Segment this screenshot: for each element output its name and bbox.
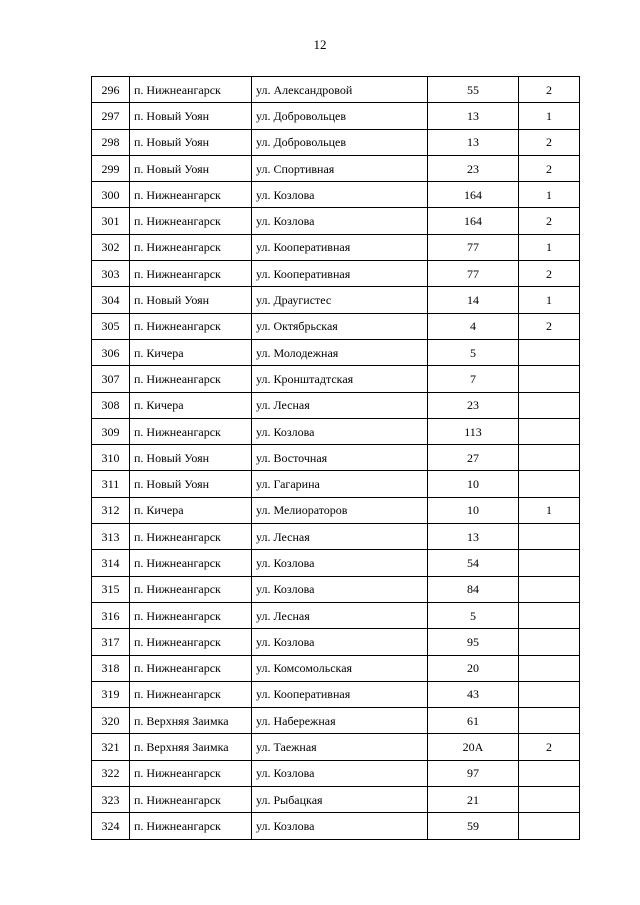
apartment-cell: 2 [519, 261, 580, 287]
row-number-cell: 315 [92, 576, 130, 602]
apartment-cell [519, 787, 580, 813]
table-row [92, 681, 580, 707]
table-row [92, 313, 580, 339]
house-number-cell: 13 [428, 129, 519, 155]
table-row [92, 208, 580, 234]
row-number-cell: 323 [92, 787, 130, 813]
settlement-cell: п. Новый Уоян [130, 287, 252, 313]
settlement-cell: п. Нижнеангарск [130, 576, 252, 602]
row-number-cell: 307 [92, 366, 130, 392]
settlement-cell: п. Новый Уоян [130, 155, 252, 181]
table-row [92, 261, 580, 287]
house-number-cell: 43 [428, 681, 519, 707]
table-row [92, 418, 580, 444]
row-number-cell: 301 [92, 208, 130, 234]
street-cell: ул. Кронштадтская [252, 366, 428, 392]
street-cell: ул. Козлова [252, 629, 428, 655]
house-number-cell: 59 [428, 813, 519, 839]
apartment-cell [519, 445, 580, 471]
apartment-cell: 2 [519, 155, 580, 181]
settlement-cell: п. Нижнеангарск [130, 787, 252, 813]
house-number-cell: 23 [428, 155, 519, 181]
settlement-cell: п. Нижнеангарск [130, 418, 252, 444]
table-row [92, 471, 580, 497]
apartment-cell [519, 760, 580, 786]
house-number-cell: 13 [428, 103, 519, 129]
row-number-cell: 316 [92, 602, 130, 628]
apartment-cell [519, 708, 580, 734]
row-number-cell: 321 [92, 734, 130, 760]
settlement-cell: п. Кичера [130, 392, 252, 418]
apartment-cell [519, 471, 580, 497]
apartment-cell: 2 [519, 734, 580, 760]
table-row [92, 708, 580, 734]
row-number-cell: 324 [92, 813, 130, 839]
apartment-cell [519, 524, 580, 550]
apartment-cell [519, 339, 580, 365]
apartment-cell [519, 550, 580, 576]
apartment-cell [519, 813, 580, 839]
house-number-cell: 23 [428, 392, 519, 418]
street-cell: ул. Кооперативная [252, 681, 428, 707]
settlement-cell: п. Нижнеангарск [130, 261, 252, 287]
settlement-cell: п. Нижнеангарск [130, 602, 252, 628]
table-row [92, 655, 580, 681]
row-number-cell: 309 [92, 418, 130, 444]
settlement-cell: п. Нижнеангарск [130, 550, 252, 576]
row-number-cell: 311 [92, 471, 130, 497]
settlement-cell: п. Нижнеангарск [130, 760, 252, 786]
table-row [92, 576, 580, 602]
house-number-cell: 54 [428, 550, 519, 576]
street-cell: ул. Добровольцев [252, 103, 428, 129]
table-row [92, 550, 580, 576]
table-row [92, 234, 580, 260]
house-number-cell: 113 [428, 418, 519, 444]
table-row [92, 155, 580, 181]
street-cell: ул. Спортивная [252, 155, 428, 181]
settlement-cell: п. Нижнеангарск [130, 366, 252, 392]
street-cell: ул. Козлова [252, 418, 428, 444]
street-cell: ул. Лесная [252, 524, 428, 550]
row-number-cell: 304 [92, 287, 130, 313]
row-number-cell: 314 [92, 550, 130, 576]
street-cell: ул. Комсомольская [252, 655, 428, 681]
address-table [91, 76, 580, 840]
table-row [92, 77, 580, 103]
table-row [92, 602, 580, 628]
settlement-cell: п. Нижнеангарск [130, 813, 252, 839]
settlement-cell: п. Нижнеангарск [130, 629, 252, 655]
row-number-cell: 308 [92, 392, 130, 418]
table-row [92, 366, 580, 392]
street-cell: ул. Мелиораторов [252, 497, 428, 523]
apartment-cell [519, 366, 580, 392]
settlement-cell: п. Новый Уоян [130, 471, 252, 497]
row-number-cell: 305 [92, 313, 130, 339]
row-number-cell: 318 [92, 655, 130, 681]
apartment-cell: 1 [519, 497, 580, 523]
page-number: 12 [313, 37, 327, 52]
settlement-cell: п. Новый Уоян [130, 103, 252, 129]
apartment-cell [519, 655, 580, 681]
street-cell: ул. Лесная [252, 602, 428, 628]
table-row [92, 182, 580, 208]
row-number-cell: 302 [92, 234, 130, 260]
street-cell: ул. Кооперативная [252, 261, 428, 287]
street-cell: ул. Козлова [252, 813, 428, 839]
settlement-cell: п. Кичера [130, 339, 252, 365]
row-number-cell: 299 [92, 155, 130, 181]
apartment-cell [519, 576, 580, 602]
row-number-cell: 319 [92, 681, 130, 707]
house-number-cell: 84 [428, 576, 519, 602]
street-cell: ул. Александровой [252, 77, 428, 103]
row-number-cell: 306 [92, 339, 130, 365]
table-row [92, 497, 580, 523]
street-cell: ул. Октябрьская [252, 313, 428, 339]
table-row [92, 734, 580, 760]
table-row [92, 339, 580, 365]
settlement-cell: п. Верхняя Заимка [130, 734, 252, 760]
settlement-cell: п. Нижнеангарск [130, 234, 252, 260]
house-number-cell: 13 [428, 524, 519, 550]
house-number-cell: 55 [428, 77, 519, 103]
house-number-cell: 14 [428, 287, 519, 313]
house-number-cell: 10 [428, 471, 519, 497]
street-cell: ул. Козлова [252, 576, 428, 602]
settlement-cell: п. Нижнеангарск [130, 313, 252, 339]
house-number-cell: 77 [428, 261, 519, 287]
address-table-body [92, 77, 580, 840]
house-number-cell: 164 [428, 182, 519, 208]
house-number-cell: 20 [428, 655, 519, 681]
row-number-cell: 310 [92, 445, 130, 471]
table-row [92, 760, 580, 786]
house-number-cell: 27 [428, 445, 519, 471]
apartment-cell [519, 418, 580, 444]
settlement-cell: п. Кичера [130, 497, 252, 523]
street-cell: ул. Козлова [252, 550, 428, 576]
table-row [92, 787, 580, 813]
street-cell: ул. Восточная [252, 445, 428, 471]
row-number-cell: 297 [92, 103, 130, 129]
apartment-cell: 2 [519, 77, 580, 103]
apartment-cell: 2 [519, 129, 580, 155]
table-row [92, 287, 580, 313]
table-row [92, 813, 580, 839]
row-number-cell: 317 [92, 629, 130, 655]
apartment-cell: 2 [519, 208, 580, 234]
house-number-cell: 21 [428, 787, 519, 813]
street-cell: ул. Молодежная [252, 339, 428, 365]
apartment-cell: 1 [519, 234, 580, 260]
settlement-cell: п. Новый Уоян [130, 445, 252, 471]
apartment-cell [519, 392, 580, 418]
settlement-cell: п. Нижнеангарск [130, 681, 252, 707]
house-number-cell: 77 [428, 234, 519, 260]
row-number-cell: 296 [92, 77, 130, 103]
apartment-cell: 2 [519, 313, 580, 339]
apartment-cell: 1 [519, 182, 580, 208]
settlement-cell: п. Нижнеангарск [130, 524, 252, 550]
apartment-cell [519, 602, 580, 628]
settlement-cell: п. Нижнеангарск [130, 182, 252, 208]
table-row [92, 129, 580, 155]
house-number-cell: 4 [428, 313, 519, 339]
street-cell: ул. Гагарина [252, 471, 428, 497]
street-cell: ул. Лесная [252, 392, 428, 418]
settlement-cell: п. Нижнеангарск [130, 77, 252, 103]
street-cell: ул. Драугистес [252, 287, 428, 313]
table-row [92, 629, 580, 655]
settlement-cell: п. Новый Уоян [130, 129, 252, 155]
street-cell: ул. Козлова [252, 208, 428, 234]
street-cell: ул. Козлова [252, 760, 428, 786]
table-row [92, 392, 580, 418]
row-number-cell: 300 [92, 182, 130, 208]
street-cell: ул. Набережная [252, 708, 428, 734]
settlement-cell: п. Нижнеангарск [130, 655, 252, 681]
settlement-cell: п. Нижнеангарск [130, 208, 252, 234]
apartment-cell [519, 629, 580, 655]
house-number-cell: 95 [428, 629, 519, 655]
row-number-cell: 303 [92, 261, 130, 287]
row-number-cell: 322 [92, 760, 130, 786]
row-number-cell: 298 [92, 129, 130, 155]
street-cell: ул. Козлова [252, 182, 428, 208]
apartment-cell: 1 [519, 287, 580, 313]
house-number-cell: 5 [428, 339, 519, 365]
table-row [92, 524, 580, 550]
house-number-cell: 61 [428, 708, 519, 734]
row-number-cell: 320 [92, 708, 130, 734]
apartment-cell [519, 681, 580, 707]
street-cell: ул. Таежная [252, 734, 428, 760]
house-number-cell: 20А [428, 734, 519, 760]
street-cell: ул. Добровольцев [252, 129, 428, 155]
table-row [92, 445, 580, 471]
house-number-cell: 5 [428, 602, 519, 628]
table-row [92, 103, 580, 129]
street-cell: ул. Кооперативная [252, 234, 428, 260]
apartment-cell: 1 [519, 103, 580, 129]
house-number-cell: 10 [428, 497, 519, 523]
settlement-cell: п. Верхняя Заимка [130, 708, 252, 734]
row-number-cell: 313 [92, 524, 130, 550]
house-number-cell: 164 [428, 208, 519, 234]
row-number-cell: 312 [92, 497, 130, 523]
house-number-cell: 97 [428, 760, 519, 786]
street-cell: ул. Рыбацкая [252, 787, 428, 813]
house-number-cell: 7 [428, 366, 519, 392]
